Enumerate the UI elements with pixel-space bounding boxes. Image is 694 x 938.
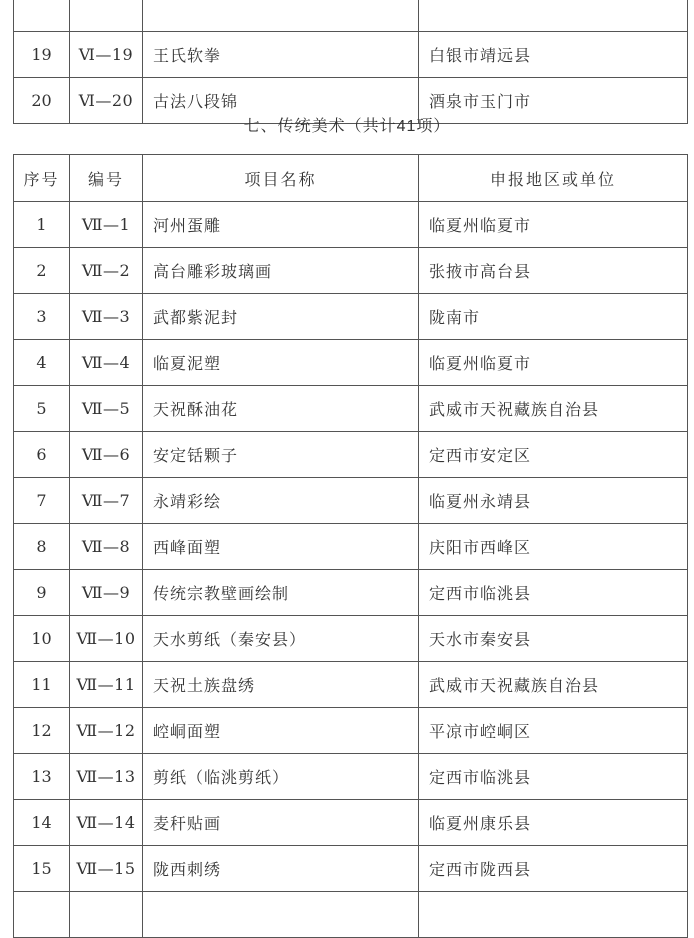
cell-code: Ⅶ—2 <box>70 248 143 294</box>
table-row <box>14 616 688 662</box>
cell-code: Ⅶ—5 <box>70 386 143 432</box>
cell-seq: 9 <box>14 570 70 616</box>
cell-code: Ⅶ—4 <box>70 340 143 386</box>
cell-region: 定西市临洮县 <box>419 754 688 800</box>
table-row <box>14 524 688 570</box>
table-row <box>14 340 688 386</box>
previous-section-body <box>14 0 688 124</box>
cell-region <box>419 892 688 938</box>
table-row <box>14 754 688 800</box>
cell-region: 临夏州永靖县 <box>419 478 688 524</box>
cell-region: 天水市秦安县 <box>419 616 688 662</box>
cell-seq: 11 <box>14 662 70 708</box>
header-name: 项目名称 <box>143 155 419 202</box>
cell-code: Ⅶ—7 <box>70 478 143 524</box>
cell-code: Ⅶ—14 <box>70 800 143 846</box>
table-row <box>14 386 688 432</box>
cell-name: 天祝酥油花 <box>143 386 419 432</box>
traditional-art-table <box>13 154 688 938</box>
cell-code: Ⅵ—20 <box>70 78 143 124</box>
cell-region: 临夏州临夏市 <box>419 340 688 386</box>
cell-code: Ⅶ—10 <box>70 616 143 662</box>
table-row <box>14 202 688 248</box>
cell-seq <box>14 0 70 32</box>
cell-name: 西峰面塑 <box>143 524 419 570</box>
cell-seq: 10 <box>14 616 70 662</box>
cell-seq: 1 <box>14 202 70 248</box>
cell-name: 麦秆贴画 <box>143 800 419 846</box>
table-row <box>14 892 688 938</box>
cell-region: 临夏州临夏市 <box>419 202 688 248</box>
section-title: 七、传统美术（共计41项） <box>243 118 451 135</box>
cell-seq: 19 <box>14 32 70 78</box>
cell-region: 临夏州康乐县 <box>419 800 688 846</box>
cell-name: 河州蛋雕 <box>143 202 419 248</box>
cell-seq: 2 <box>14 248 70 294</box>
cell-seq: 14 <box>14 800 70 846</box>
cell-region: 陇南市 <box>419 294 688 340</box>
cell-seq: 3 <box>14 294 70 340</box>
cell-region: 武威市天祝藏族自治县 <box>419 662 688 708</box>
cell-seq <box>14 892 70 938</box>
cell-seq: 12 <box>14 708 70 754</box>
header-seq: 序号 <box>14 155 70 202</box>
previous-section-table <box>13 0 688 124</box>
cell-seq: 6 <box>14 432 70 478</box>
table-row <box>14 662 688 708</box>
cell-name <box>143 0 419 32</box>
header-region: 申报地区或单位 <box>419 155 688 202</box>
table-body <box>14 202 688 938</box>
cell-name: 剪纸（临洮剪纸） <box>143 754 419 800</box>
cell-seq: 15 <box>14 846 70 892</box>
cell-seq: 7 <box>14 478 70 524</box>
cell-name: 永靖彩绘 <box>143 478 419 524</box>
table-row <box>14 0 688 32</box>
cell-name: 天水剪纸（秦安县） <box>143 616 419 662</box>
cell-code: Ⅶ—13 <box>70 754 143 800</box>
cell-code: Ⅶ—15 <box>70 846 143 892</box>
cell-seq: 5 <box>14 386 70 432</box>
cell-code: Ⅶ—11 <box>70 662 143 708</box>
cell-name: 临夏泥塑 <box>143 340 419 386</box>
cell-region: 张掖市高台县 <box>419 248 688 294</box>
table-row <box>14 294 688 340</box>
cell-seq: 8 <box>14 524 70 570</box>
table-row <box>14 846 688 892</box>
table-row <box>14 432 688 478</box>
cell-seq: 13 <box>14 754 70 800</box>
cell-name: 崆峒面塑 <box>143 708 419 754</box>
table-row <box>14 800 688 846</box>
table-row <box>14 32 688 78</box>
header-code: 编号 <box>70 155 143 202</box>
cell-code <box>70 892 143 938</box>
cell-region: 定西市陇西县 <box>419 846 688 892</box>
cell-name: 高台雕彩玻璃画 <box>143 248 419 294</box>
cell-name: 安定铦颗子 <box>143 432 419 478</box>
cell-name: 古法八段锦 <box>143 78 419 124</box>
cell-code: Ⅶ—3 <box>70 294 143 340</box>
cell-name <box>143 892 419 938</box>
cell-name: 传统宗教壁画绘制 <box>143 570 419 616</box>
table-row <box>14 248 688 294</box>
cell-region: 白银市靖远县 <box>419 32 688 78</box>
cell-code: Ⅶ—9 <box>70 570 143 616</box>
cell-code: Ⅶ—1 <box>70 202 143 248</box>
cell-name: 陇西刺绣 <box>143 846 419 892</box>
cell-name: 天祝土族盘绣 <box>143 662 419 708</box>
cell-region: 武威市天祝藏族自治县 <box>419 386 688 432</box>
cell-code <box>70 0 143 32</box>
cell-region <box>419 0 688 32</box>
cell-name: 武都紫泥封 <box>143 294 419 340</box>
cell-region: 定西市临洮县 <box>419 570 688 616</box>
cell-region: 庆阳市西峰区 <box>419 524 688 570</box>
table-header-row <box>14 155 688 202</box>
cell-region: 定西市安定区 <box>419 432 688 478</box>
cell-code: Ⅶ—8 <box>70 524 143 570</box>
cell-name: 王氏软拳 <box>143 32 419 78</box>
table-row <box>14 570 688 616</box>
cell-region: 酒泉市玉门市 <box>419 78 688 124</box>
table-row <box>14 478 688 524</box>
cell-seq: 20 <box>14 78 70 124</box>
cell-seq: 4 <box>14 340 70 386</box>
cell-code: Ⅶ—12 <box>70 708 143 754</box>
table-row <box>14 708 688 754</box>
cell-code: Ⅶ—6 <box>70 432 143 478</box>
cell-region: 平凉市崆峒区 <box>419 708 688 754</box>
cell-code: Ⅵ—19 <box>70 32 143 78</box>
